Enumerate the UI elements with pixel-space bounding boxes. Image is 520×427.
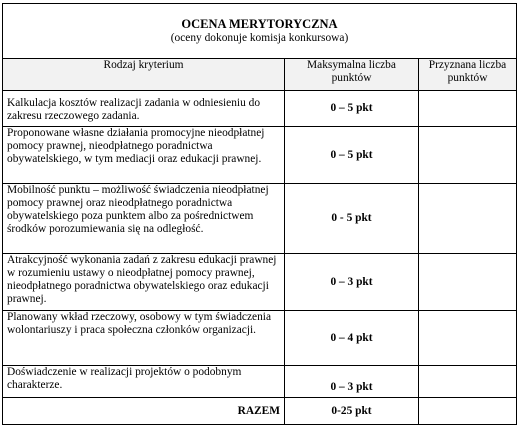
criterion-cell: Planowany wkład rzeczowy, osobowy w tym świadczenia wolontariuszy i praca społeczna członków organizacji.: [3, 311, 285, 366]
table-header-row: [3, 4, 517, 59]
total-awarded-points[interactable]: [419, 398, 517, 425]
table-row: [3, 184, 517, 254]
awarded-points-cell[interactable]: [419, 311, 517, 366]
criterion-cell: Proponowane własne działania promocyjne nieodpłatnej pomocy prawnej, nieodpłatnego poradnictwa obywatelskiego, w tym mediacji oraz edukacji prawnej.: [3, 127, 285, 184]
max-points-cell: 0 – 5 pkt: [285, 91, 419, 127]
total-max-points: 0-25 pkt: [285, 398, 419, 425]
table-row: [3, 254, 517, 311]
criterion-cell: Kalkulacja kosztów realizacji zadania w odniesieniu do zakresu rzeczowego zadania.: [3, 91, 285, 127]
title-cell: [3, 4, 517, 59]
total-row: [3, 398, 517, 425]
table-row: [3, 91, 517, 127]
awarded-points-cell[interactable]: [419, 91, 517, 127]
document-title: OCENA MERYTORYCZNA: [181, 17, 338, 31]
column-header-awarded-points: Przyznana liczba punktów: [419, 59, 517, 91]
document-subtitle: (oceny dokonuje komisja konkursowa): [170, 32, 349, 44]
table-row: [3, 127, 517, 184]
criterion-cell: Atrakcyjność wykonania zadań z zakresu edukacji prawnej w rozumieniu ustawy o nieodpłatnej pomocy prawnej, nieodpłatnego poradnictwa obywatelskiego oraz edukacji prawnej.: [3, 254, 285, 311]
max-points-cell: 0 – 4 pkt: [285, 311, 419, 366]
awarded-points-cell[interactable]: [419, 127, 517, 184]
criterion-cell: Doświadczenie w realizacji projektów o podobnym charakterze.: [3, 366, 285, 398]
evaluation-table: [2, 3, 517, 425]
total-label: RAZEM: [3, 398, 285, 425]
column-header-criterion: Rodzaj kryterium: [3, 59, 285, 91]
column-header-row: [3, 59, 517, 91]
max-points-cell: 0 – 5 pkt: [285, 127, 419, 184]
max-points-cell: 0 - 5 pkt: [285, 184, 419, 254]
awarded-points-cell[interactable]: [419, 366, 517, 398]
criterion-cell: Mobilność punktu – możliwość świadczenia nieodpłatnej pomocy prawnej oraz nieodpłatnego poradnictwa obywatelskiego poza punktem albo za pośrednictwem środków porozumiewania się na odległość.: [3, 184, 285, 254]
max-points-cell: 0 – 3 pkt: [285, 254, 419, 311]
table-row: [3, 311, 517, 366]
max-points-cell: 0 – 3 pkt: [285, 366, 419, 398]
column-header-max-points: Maksymalna liczba punktów: [285, 59, 419, 91]
awarded-points-cell[interactable]: [419, 184, 517, 254]
awarded-points-cell[interactable]: [419, 254, 517, 311]
table-row: [3, 366, 517, 398]
